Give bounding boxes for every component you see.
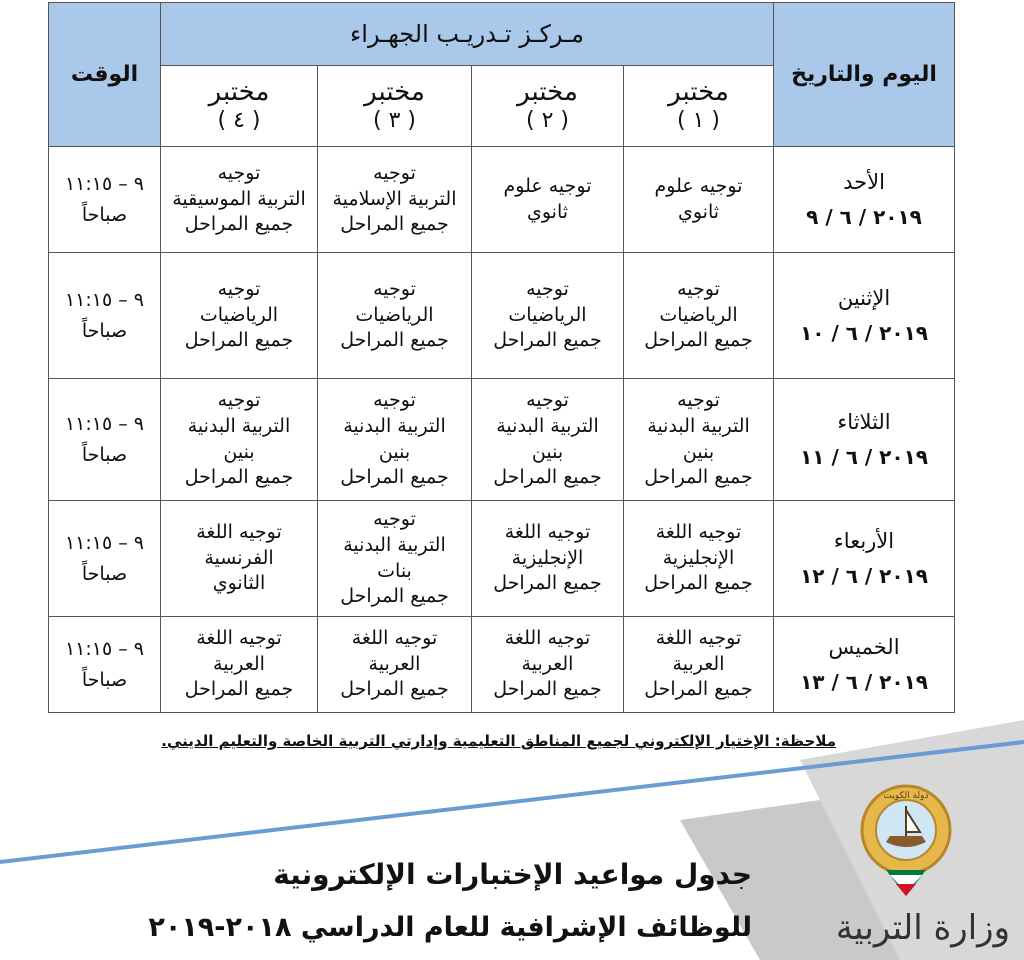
day-date-cell: الإثنين ٢٠١٩ / ٦ / ١٠: [774, 253, 955, 379]
day-date-cell: الثلاثاء ٢٠١٩ / ٦ / ١١: [774, 379, 955, 501]
exam-cell: توجيه التربية البدنية بنات جميع المراحل: [318, 501, 472, 617]
exam-cell: توجيه التربية الموسيقية جميع المراحل: [161, 147, 318, 253]
exam-cell: توجيه اللغة العربية جميع المراحل: [472, 617, 624, 713]
day-date-cell: الأربعاء ٢٠١٩ / ٦ / ١٢: [774, 501, 955, 617]
training-center-header: مـركـز تـدريـب الجهـراء: [161, 3, 774, 66]
lab-4-header: مختبر ( ٤ ): [161, 66, 318, 147]
schedule-row: [49, 501, 955, 617]
exam-cell: توجيه اللغة العربية جميع المراحل: [624, 617, 774, 713]
exam-schedule-table: [48, 2, 955, 713]
time-column-header: الوقت: [49, 3, 161, 147]
note-text: ملاحظة: الإختيار الإلكتروني لجميع المناطق التعليمية وإدارتي التربية الخاصة والتعليم الديني.: [161, 732, 836, 750]
exam-cell: توجيه اللغة العربية جميع المراحل: [161, 617, 318, 713]
exam-cell: توجيه علوم ثانوي: [472, 147, 624, 253]
schedule-row: [49, 253, 955, 379]
time-cell: ٩ – ١١:١٥ صباحاً: [49, 147, 161, 253]
exam-cell: توجيه اللغة الإنجليزية جميع المراحل: [624, 501, 774, 617]
exam-cell: توجيه الرياضيات جميع المراحل: [624, 253, 774, 379]
time-cell: ٩ – ١١:١٥ صباحاً: [49, 501, 161, 617]
exam-cell: توجيه الرياضيات جميع المراحل: [318, 253, 472, 379]
exam-cell: توجيه الرياضيات جميع المراحل: [161, 253, 318, 379]
exam-cell: توجيه التربية الإسلامية جميع المراحل: [318, 147, 472, 253]
exam-cell: توجيه اللغة الفرنسية الثانوي: [161, 501, 318, 617]
exam-cell: توجيه اللغة الإنجليزية جميع المراحل: [472, 501, 624, 617]
time-cell: ٩ – ١١:١٥ صباحاً: [49, 253, 161, 379]
lab-3-header: مختبر ( ٣ ): [318, 66, 472, 147]
schedule-row: [49, 147, 955, 253]
lab-1-header: مختبر ( ١ ): [624, 66, 774, 147]
lab-2-header: مختبر ( ٢ ): [472, 66, 624, 147]
exam-cell: توجيه التربية البدنية بنين جميع المراحل: [624, 379, 774, 501]
schedule-row: [49, 617, 955, 713]
ministry-name: وزارة التربية: [835, 908, 1010, 948]
exam-cell: توجيه التربية البدنية بنين جميع المراحل: [318, 379, 472, 501]
schedule-rows: [49, 147, 955, 713]
time-cell: ٩ – ١١:١٥ صباحاً: [49, 379, 161, 501]
exam-cell: توجيه التربية البدنية بنين جميع المراحل: [472, 379, 624, 501]
day-date-column-header: اليوم والتاريخ: [774, 3, 955, 147]
schedule-row: [49, 379, 955, 501]
exam-cell: توجيه التربية البدنية بنين جميع المراحل: [161, 379, 318, 501]
title-line-2: للوظائف الإشرافية للعام الدراسي ٢٠١٨-٢٠١٩: [148, 912, 752, 943]
emblem-caption: دولة الكويت: [883, 791, 929, 801]
exam-cell: توجيه الرياضيات جميع المراحل: [472, 253, 624, 379]
day-date-cell: الأحد ٢٠١٩ / ٦ / ٩: [774, 147, 955, 253]
exam-cell: توجيه علوم ثانوي: [624, 147, 774, 253]
day-date-cell: الخميس ٢٠١٩ / ٦ / ١٣: [774, 617, 955, 713]
time-cell: ٩ – ١١:١٥ صباحاً: [49, 617, 161, 713]
exam-cell: توجيه اللغة العربية جميع المراحل: [318, 617, 472, 713]
title-line-1: جدول مواعيد الإختبارات الإلكترونية: [273, 858, 752, 891]
kuwait-emblem-icon: [852, 780, 960, 900]
